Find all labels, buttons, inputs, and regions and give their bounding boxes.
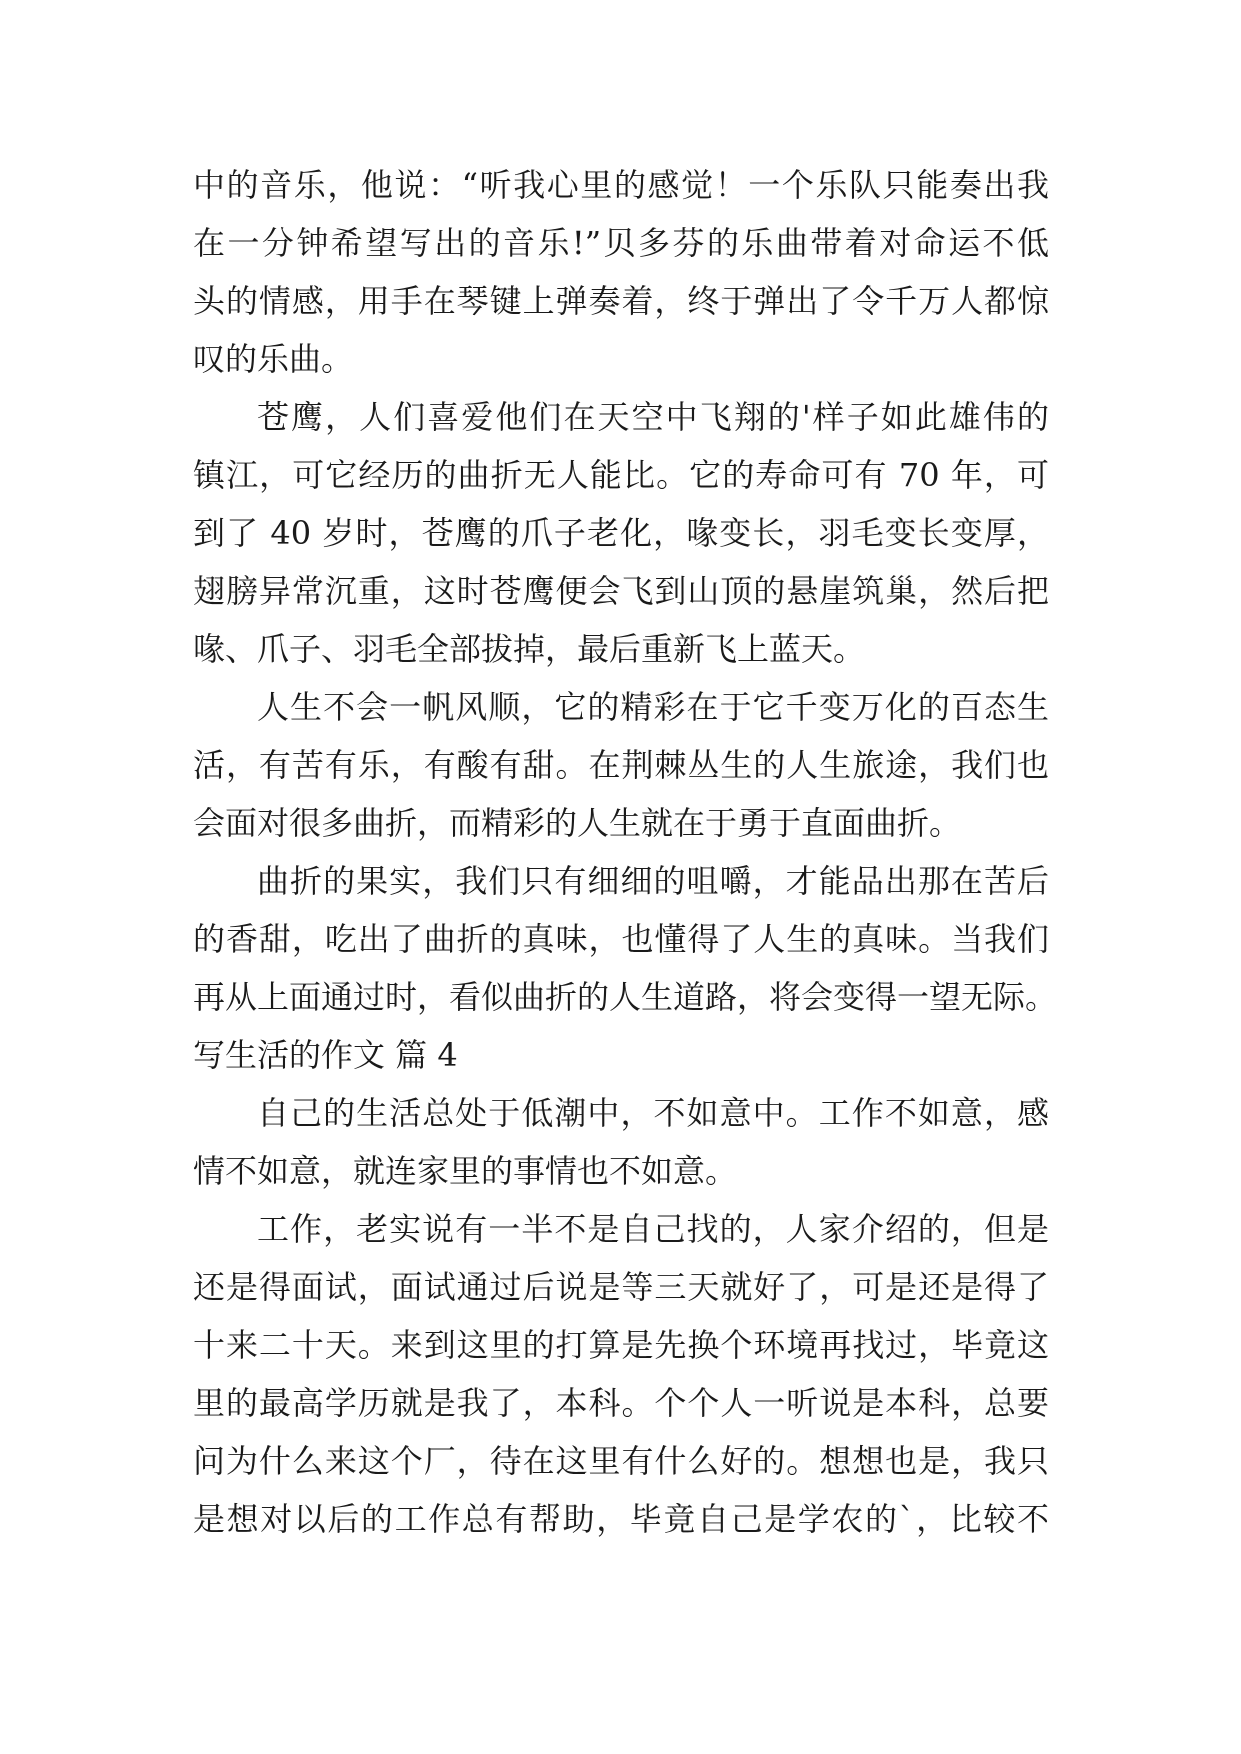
text-line: 十来二十天。来到这里的打算是先换个环境再找过，毕竟这 (193, 1326, 1049, 1364)
text-line: 到了 40 岁时，苍鹰的爪子老化，喙变长，羽毛变长变厚， (193, 514, 1049, 552)
paragraph-first-line: 工作，老实说有一半不是自己找的，人家介绍的，但是 (257, 1210, 1049, 1248)
text-line: 喙、爪子、羽毛全部拔掉，最后重新飞上蓝天。 (193, 630, 866, 668)
paragraph-first-line: 自己的生活总处于低潮中，不如意中。工作不如意，感 (257, 1094, 1049, 1132)
section-heading: 写生活的作文 篇 4 (193, 1036, 458, 1074)
document-body (193, 156, 1058, 1548)
text-line: 里的最高学历就是我了，本科。个个人一听说是本科，总要 (193, 1384, 1049, 1422)
text-line: 是想对以后的工作总有帮助，毕竟自己是学农的`，比较不 (193, 1500, 1049, 1538)
text-line: 中的音乐，他说：“听我心里的感觉！一个乐队只能奏出我 (193, 166, 1049, 204)
text-line: 叹的乐曲。 (193, 340, 354, 378)
text-line: 还是得面试，面试通过后说是等三天就好了，可是还是得了 (193, 1268, 1049, 1306)
text-line: 的香甜，吃出了曲折的真味，也懂得了人生的真味。当我们 (193, 920, 1049, 958)
text-line: 头的情感，用手在琴键上弹奏着，终于弹出了令千万人都惊 (193, 282, 1049, 320)
paragraph-first-line: 曲折的果实，我们只有细细的咀嚼，才能品出那在苦后 (257, 862, 1049, 900)
text-line: 镇江，可它经历的曲折无人能比。它的寿命可有 70 年，可 (193, 456, 1049, 494)
text-line: 问为什么来这个厂，待在这里有什么好的。想想也是，我只 (193, 1442, 1049, 1480)
paragraph-first-line: 苍鹰，人们喜爱他们在天空中飞翔的'样子如此雄伟的 (257, 398, 1049, 436)
paragraph-first-line: 人生不会一帆风顺，它的精彩在于它千变万化的百态生 (257, 688, 1049, 726)
text-line: 活，有苦有乐，有酸有甜。在荆棘丛生的人生旅途，我们也 (193, 746, 1049, 784)
text-line: 再从上面通过时，看似曲折的人生道路，将会变得一望无际。 (193, 978, 1058, 1016)
text-line: 在一分钟希望写出的音乐!”贝多芬的乐曲带着对命运不低 (193, 224, 1049, 262)
text-line: 会面对很多曲折，而精彩的人生就在于勇于直面曲折。 (193, 804, 962, 842)
text-line: 翅膀异常沉重，这时苍鹰便会飞到山顶的悬崖筑巢，然后把 (193, 572, 1049, 610)
text-line: 情不如意，就连家里的事情也不如意。 (193, 1152, 738, 1190)
